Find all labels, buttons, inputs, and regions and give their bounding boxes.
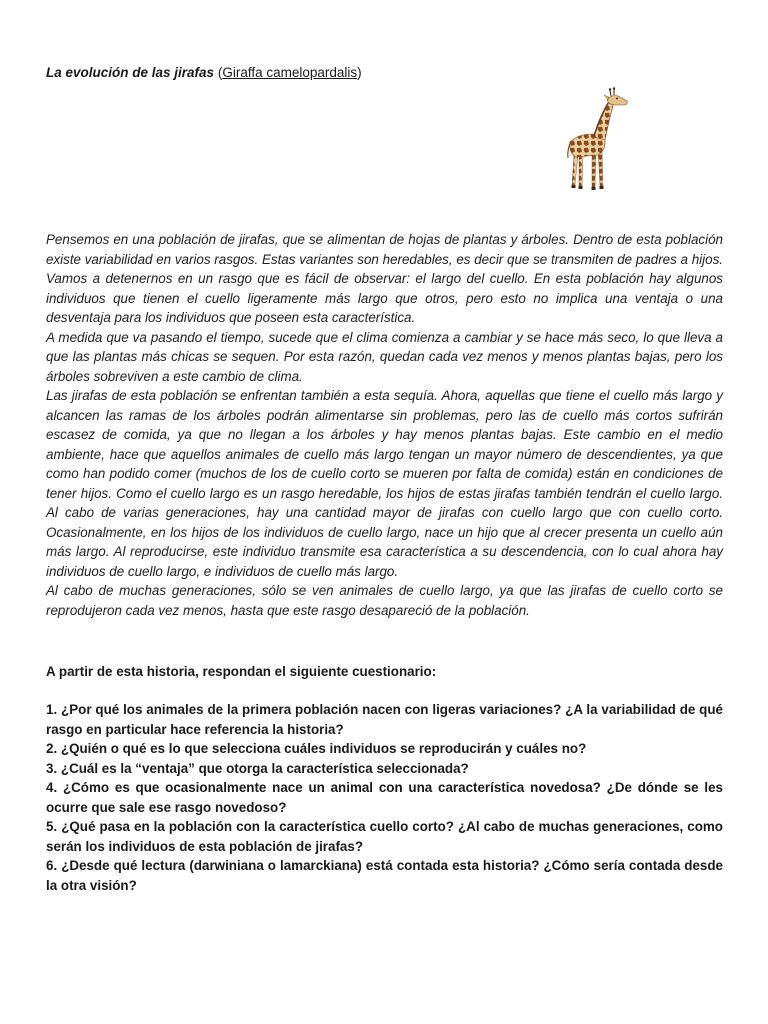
story-paragraph: Pensemos en una población de jirafas, que se alimentan de hojas de plantas y árboles. Dentro de esta población existe variabilidad en varios rasgos. Estas variantes son heredables, es decir que se transmiten de padres a hijos. Vamos a detenernos en un rasgo que es fácil de observar: el largo del cuello. En esta población hay algunos individuos que tienen el cuello ligeramente más largo que otros, pero esto no implica una ventaja o una desventaja para los individuos que poseen esta característica. (46, 232, 723, 325)
story-paragraph: A medida que va pasando el tiempo, sucede que el clima comienza a cambiar y se hace más seco, lo que lleva a que las plantas más chicas se sequen. Por esta razón, quedan cada vez menos y menos plantas bajas, pero los árboles sobreviven a este cambio de clima. (46, 329, 723, 384)
question-item: 5. ¿Qué pasa en la población con la característica cuello corto? ¿Al cabo de muchas generaciones, como serán los individuos de esta población de jirafas? (46, 819, 723, 854)
title-main: La evolución de las jirafas (46, 65, 215, 80)
scientific-name-link[interactable]: Giraffa camelopardalis (222, 65, 358, 80)
question-item: 4. ¿Cómo es que ocasionalmente nace un animal con una característica novedosa? ¿De dónde se les ocurre que sale ese rasgo novedoso? (46, 780, 723, 815)
quiz-intro: A partir de esta historia, respondan el siguiente cuestionario: (46, 664, 437, 679)
story-paragraph: Las jirafas de esta población se enfrentan también a esta sequía. Ahora, aquellas que tiene el cuello más largo y alcancen las ramas de los árboles podrán alimentarse sin problemas, pero las de cuello más cortos sufrirán escasez de comida, ya que no llegan a los árboles y hay menos plantas bajas. Este cambio en el medio ambiente, hace que aquellos animales de cuello más largo tengan un mayor número de descendientes, ya que como han podido comer (muchos de los de cuello corto se mueren por falta de comida) están en condiciones de tener hijos. Como el cuello largo es un rasgo heredable, los hijos de estas jirafas también tendrán el cuello largo. Al cabo de varias generaciones, hay una cantidad mayor de jirafas con cuello largo que con cuello corto. Ocasionalmente, en los hijos de los individuos de cuello largo, nace un hijo que al crecer presenta un cuello aún más largo. Al reproducirse, este individuo transmite esa característica a su descendencia, con lo cual ahora hay individuos de cuello largo, e individuos de cuello más largo. (46, 388, 723, 579)
title-paren-open: ( (214, 65, 223, 80)
story-text (46, 230, 723, 620)
story-paragraph: Al cabo de muchas generaciones, sólo se ven animales de cuello largo, ya que las jirafas de cuello corto se reprodujeron cada vez menos, hasta que este rasgo desapareció de la población. (46, 583, 723, 618)
question-item: 2. ¿Quién o qué es lo que selecciona cuáles individuos se reproducirán y cuáles no? (46, 741, 587, 756)
document-title (46, 64, 566, 82)
question-item: 3. ¿Cuál es la “ventaja” que otorga la característica seleccionada? (46, 760, 469, 776)
title-paren-close: ) (357, 65, 362, 80)
question-item: 6. ¿Desde qué lectura (darwiniana o lamarckiana) está contada esta historia? ¿Cómo sería contada desde la otra visión? (46, 858, 723, 893)
giraffe-image (548, 84, 634, 200)
question-item: 1. ¿Por qué los animales de la primera población nacen con ligeras variaciones? ¿A la variabilidad de qué rasgo en particular hace referencia la historia? (46, 702, 723, 737)
question-list (46, 700, 723, 895)
